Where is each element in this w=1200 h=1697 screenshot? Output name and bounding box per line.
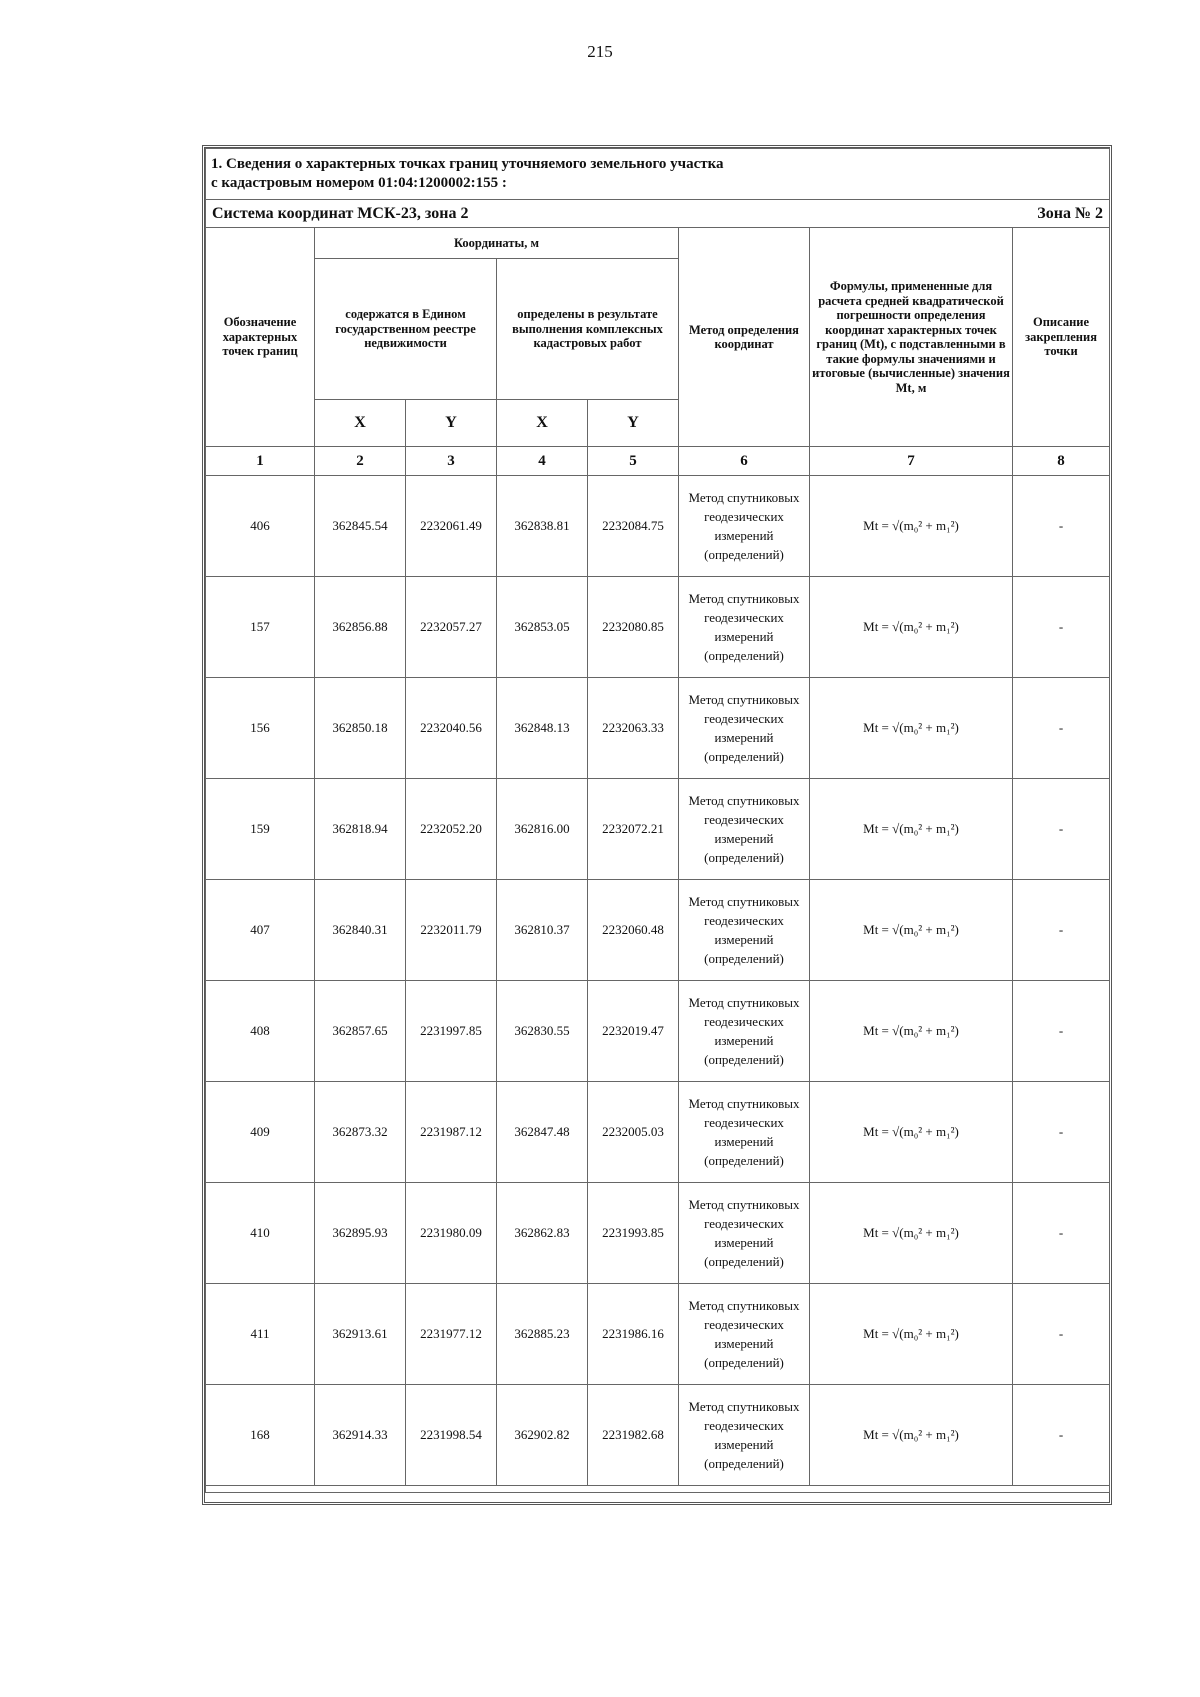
method-cell: Метод спутниковых геодезических измерений (определений) [679,779,810,880]
fixing-cell: - [1013,1284,1110,1385]
fixing-cell: - [1013,981,1110,1082]
point-cell: 156 [206,678,315,779]
table-row [206,1385,1110,1486]
column-number: 3 [406,447,497,476]
method-cell: Метод спутниковых геодезических измерений (определений) [679,1385,810,1486]
determined-x-cell: 362810.37 [497,880,588,981]
formula-cell: Mt = √(m₀² + m₁²) [810,577,1013,678]
determined-y-cell: 2232019.47 [588,981,679,1082]
registry-y-cell: 2232052.20 [406,779,497,880]
formula-cell: Mt = √(m₀² + m₁²) [810,981,1013,1082]
registry-x-cell: 362850.18 [315,678,406,779]
registry-y-cell: 2232011.79 [406,880,497,981]
section-title-line1: 1. Сведения о характерных точках границ уточняемого земельного участка [211,156,724,172]
table-row [206,476,1110,577]
method-cell: Метод спутниковых геодезических измерений (определений) [679,1183,810,1284]
point-cell: 157 [206,577,315,678]
formula-cell: Mt = √(m₀² + m₁²) [810,779,1013,880]
header-y-registry: Y [406,400,497,447]
table-row [206,981,1110,1082]
header-fixing: Описание закрепления точки [1013,228,1110,447]
registry-y-cell: 2232040.56 [406,678,497,779]
registry-x-cell: 362895.93 [315,1183,406,1284]
fixing-cell: - [1013,779,1110,880]
header-method: Метод определения координат [679,228,810,447]
registry-y-cell: 2231997.85 [406,981,497,1082]
fixing-cell: - [1013,678,1110,779]
fixing-cell: - [1013,880,1110,981]
column-numbers-row [206,447,1110,476]
registry-x-cell: 362914.33 [315,1385,406,1486]
coordinate-system-row [206,200,1110,228]
determined-x-cell: 362848.13 [497,678,588,779]
header-coordinates: Координаты, м [315,228,679,259]
fixing-cell: - [1013,1082,1110,1183]
column-number: 6 [679,447,810,476]
determined-y-cell: 2232060.48 [588,880,679,981]
header-y-determined: Y [588,400,679,447]
table-row [206,577,1110,678]
method-cell: Метод спутниковых геодезических измерений (определений) [679,880,810,981]
table-bottom-spacer [206,1486,1110,1493]
method-cell: Метод спутниковых геодезических измерений (определений) [679,577,810,678]
formula-cell: Mt = √(m₀² + m₁²) [810,476,1013,577]
header-determined: определены в результате выполнения комплексных кадастровых работ [497,259,679,400]
formula-cell: Mt = √(m₀² + m₁²) [810,1183,1013,1284]
table-row [206,880,1110,981]
formula-cell: Mt = √(m₀² + m₁²) [810,1385,1013,1486]
column-number: 2 [315,447,406,476]
table-row [206,1183,1110,1284]
registry-x-cell: 362840.31 [315,880,406,981]
formula-cell: Mt = √(m₀² + m₁²) [810,678,1013,779]
header-x-registry: X [315,400,406,447]
fixing-cell: - [1013,577,1110,678]
registry-x-cell: 362873.32 [315,1082,406,1183]
registry-y-cell: 2232057.27 [406,577,497,678]
determined-x-cell: 362853.05 [497,577,588,678]
registry-x-cell: 362856.88 [315,577,406,678]
section-title [206,149,1110,200]
method-cell: Метод спутниковых геодезических измерений (определений) [679,476,810,577]
determined-x-cell: 362885.23 [497,1284,588,1385]
table-row [206,1284,1110,1385]
point-cell: 407 [206,880,315,981]
column-number: 8 [1013,447,1110,476]
registry-y-cell: 2232061.49 [406,476,497,577]
fixing-cell: - [1013,476,1110,577]
registry-y-cell: 2231998.54 [406,1385,497,1486]
fixing-cell: - [1013,1183,1110,1284]
determined-x-cell: 362830.55 [497,981,588,1082]
fixing-cell: - [1013,1385,1110,1486]
registry-x-cell: 362818.94 [315,779,406,880]
point-cell: 410 [206,1183,315,1284]
header-formula: Формулы, примененные для расчета средней квадратической погрешности определения координат характерных точек границ (Mt), с подставленными в такие формулы значениями и итоговые (вычисленные) значения Mt, м [810,228,1013,447]
point-cell: 159 [206,779,315,880]
table-row [206,678,1110,779]
registry-y-cell: 2231987.12 [406,1082,497,1183]
section-title-line2: с кадастровым номером 01:04:1200002:155 : [211,175,507,191]
column-number: 4 [497,447,588,476]
determined-y-cell: 2232063.33 [588,678,679,779]
column-number: 5 [588,447,679,476]
determined-y-cell: 2232084.75 [588,476,679,577]
point-cell: 406 [206,476,315,577]
registry-x-cell: 362857.65 [315,981,406,1082]
registry-x-cell: 362845.54 [315,476,406,577]
determined-y-cell: 2231986.16 [588,1284,679,1385]
document-frame [202,145,1112,1505]
registry-y-cell: 2231977.12 [406,1284,497,1385]
table-row [206,1082,1110,1183]
formula-cell: Mt = √(m₀² + m₁²) [810,880,1013,981]
point-cell: 408 [206,981,315,1082]
determined-y-cell: 2232080.85 [588,577,679,678]
coordinate-system-label: Система координат МСК-23, зона 2 [212,204,469,222]
method-cell: Метод спутниковых геодезических измерений (определений) [679,981,810,1082]
method-cell: Метод спутниковых геодезических измерений (определений) [679,678,810,779]
method-cell: Метод спутниковых геодезических измерений (определений) [679,1082,810,1183]
boundary-points-table [205,148,1110,1493]
table-row [206,779,1110,880]
point-cell: 411 [206,1284,315,1385]
determined-x-cell: 362838.81 [497,476,588,577]
column-number: 1 [206,447,315,476]
point-cell: 168 [206,1385,315,1486]
determined-x-cell: 362847.48 [497,1082,588,1183]
method-cell: Метод спутниковых геодезических измерений (определений) [679,1284,810,1385]
registry-x-cell: 362913.61 [315,1284,406,1385]
formula-cell: Mt = √(m₀² + m₁²) [810,1284,1013,1385]
determined-y-cell: 2232072.21 [588,779,679,880]
determined-x-cell: 362862.83 [497,1183,588,1284]
header-point: Обозначение характерных точек границ [206,228,315,447]
determined-y-cell: 2232005.03 [588,1082,679,1183]
column-number: 7 [810,447,1013,476]
determined-y-cell: 2231982.68 [588,1385,679,1486]
determined-x-cell: 362816.00 [497,779,588,880]
zone-label: Зона № 2 [1037,204,1104,222]
point-cell: 409 [206,1082,315,1183]
formula-cell: Mt = √(m₀² + m₁²) [810,1082,1013,1183]
header-registry: содержатся в Едином государственном реестре недвижимости [315,259,497,400]
determined-y-cell: 2231993.85 [588,1183,679,1284]
page-number: 215 [587,42,613,61]
registry-y-cell: 2231980.09 [406,1183,497,1284]
header-x-determined: X [497,400,588,447]
determined-x-cell: 362902.82 [497,1385,588,1486]
table-bottom-edge [206,1486,1110,1493]
